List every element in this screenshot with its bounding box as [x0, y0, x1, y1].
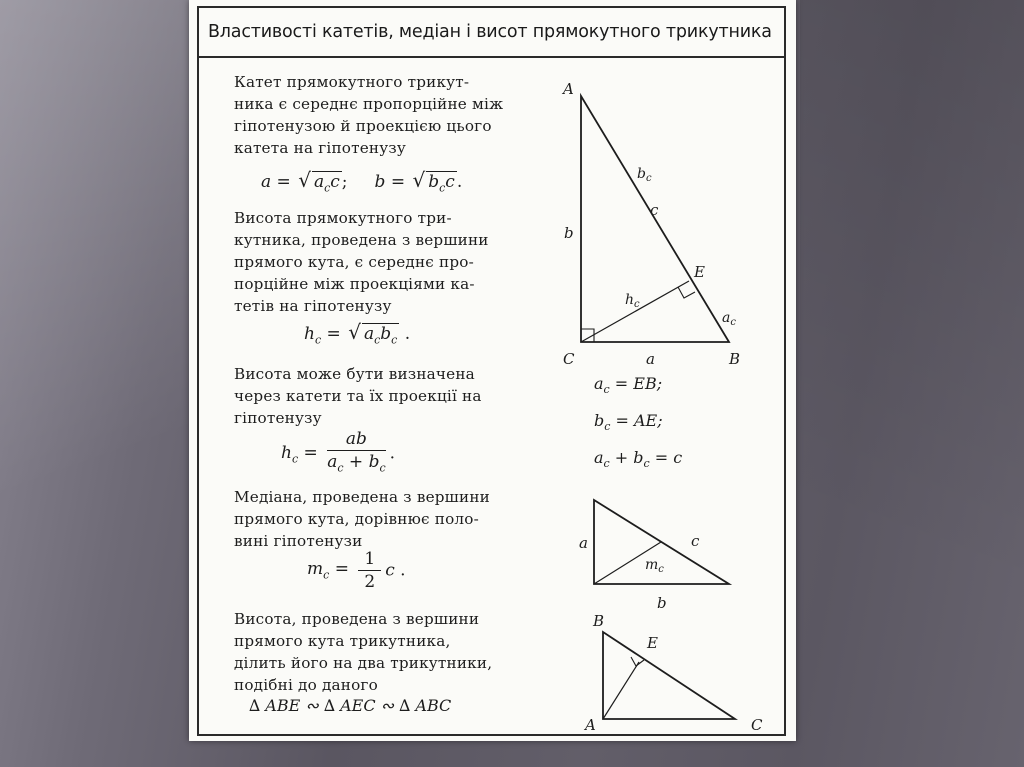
label-c2: c [691, 532, 700, 550]
altitude-ce [581, 281, 689, 342]
label-B: B [729, 350, 741, 368]
relation-sum: $a_c + b_c = c$ [594, 448, 683, 471]
formula-altitude-fraction: $h_c$ = $\frac{ab}{a_c + b_c}$ . [281, 429, 396, 475]
relation-ac: $a_c$ = EB; [594, 374, 663, 397]
label-E: E [694, 263, 705, 281]
section-median-text: Медіана, проведена з вершини прямого кута, дорівнює поло- вині гіпотенузи [234, 488, 490, 550]
figure-median-triangle [559, 490, 739, 620]
label-bc: $b_c$ [637, 166, 652, 184]
label-b2: b [657, 594, 667, 612]
label-hc: $h_c$ [625, 292, 640, 310]
slide-page [189, 0, 796, 741]
formula-altitude-proportional: $h_c$ = √ $a_cb_c$ . [304, 320, 410, 350]
section-legs-text: Катет прямокутного трикут- ника є середнє пропорційне між гіпотенузою й проекцією цього катета на гіпотенузу [234, 73, 504, 157]
formula-leg-proportional: a = √ $a_cc$ ; b = √ $b_cc$ . [261, 168, 462, 198]
label-a2: a [579, 534, 588, 552]
altitude-ae [603, 662, 639, 719]
figure-right-triangle-altitude [539, 70, 769, 370]
triangle-abc-3 [603, 632, 735, 719]
label-mc: $m_c$ [645, 557, 664, 575]
page-title: Властивості катетів, медіан і висот прямокутного трикутника [199, 8, 784, 58]
projection-relations [594, 368, 682, 480]
section-similarity-text: Висота, проведена з вершини прямого кута трикутника, ділить його на два трикутники, подібні до даного [234, 610, 493, 694]
right-angle-e [678, 287, 695, 298]
label-C: C [563, 350, 575, 368]
label-E3: E [647, 634, 658, 652]
content-frame [197, 6, 786, 736]
label-c: c [650, 201, 659, 219]
label-A: A [563, 80, 574, 98]
background-streak [0, 0, 190, 767]
formula-median: $m_c$ = $\frac{1}{2}$ c . [307, 549, 406, 592]
label-ac: $a_c$ [722, 310, 736, 328]
background-shade [800, 0, 1024, 767]
triangle-abc [581, 96, 729, 342]
label-b: b [564, 224, 574, 242]
section-altitude-text: Висота прямокутного три- кутника, проведена з вершини прямого кута, є середнє про- порційне між проекціями ка- тетів на гіпотенузу [234, 209, 489, 315]
section-altitude-legs-text: Висота може бути визначена через катети та їх проекції на гіпотенузу [234, 365, 482, 427]
relation-bc: $b_c$ = AE; [594, 411, 663, 434]
formula-similarity: ∆ ABE ∾ ∆ AEC ∾ ∆ ABC [249, 696, 452, 715]
label-a: a [646, 350, 655, 368]
figure-similar-triangles [569, 610, 769, 734]
label-A3: A [585, 716, 596, 734]
label-C3: C [751, 716, 763, 734]
label-B3: B [593, 612, 605, 630]
